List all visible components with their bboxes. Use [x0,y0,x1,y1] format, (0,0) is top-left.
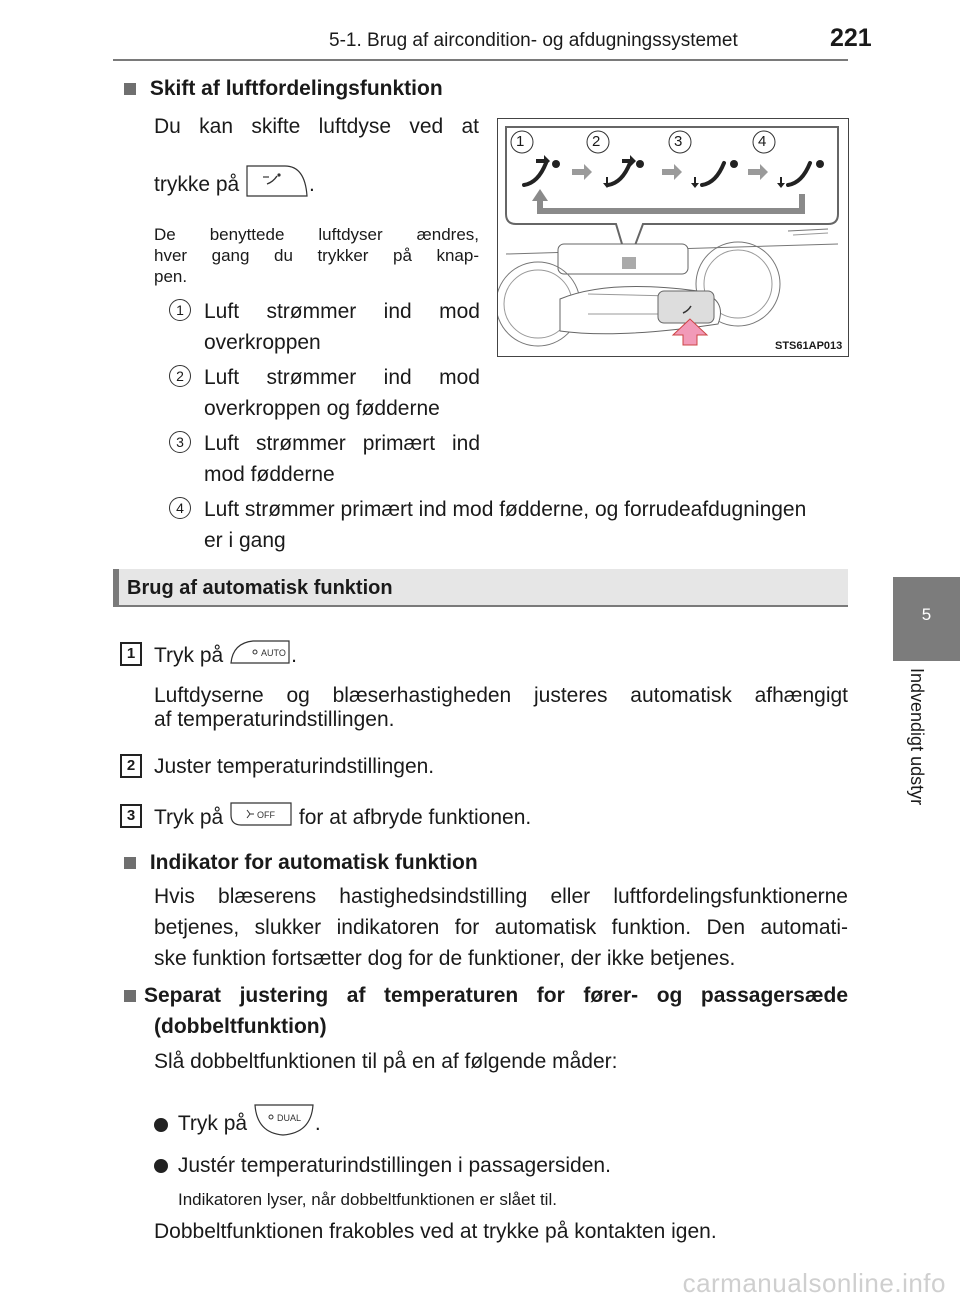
step-2-text: Juster temperaturindstillingen. [154,755,435,778]
header-rule [113,59,848,61]
item-3-text: Luft strømmer primært ind mod fødderne [204,432,480,486]
air-distribution-intro-line2: trykke på . [154,164,315,207]
header-title: 5-1. Brug af aircondition- og afdugningssystemet [329,30,738,51]
dual-button-icon [253,1103,315,1146]
item-1-number: 1 [169,299,191,321]
round-bullet-icon [154,1118,168,1132]
step-1-description: Luftdyserne og blæserhastigheden justeres automatisk afhængigt af temperaturindstillingen. [154,684,848,731]
watermark: carmanualsonline.info [682,1268,946,1298]
air-distribution-note: De benyttede luftdyser ændres, hver gang du trykker på knap- pen. [154,225,479,286]
figure-label-2: 2 [592,133,601,150]
air-distribution-button-icon [245,164,309,207]
step-3-text: Tryk på OFF for at afbryde funktionen. [154,801,531,836]
dual-note: Indikatoren lyser, når dobbeltfunktionen er slået til. [178,1190,557,1209]
air-distribution-figure [497,118,849,357]
figure-label-1: 1 [516,133,525,150]
square-bullet-icon [124,857,136,869]
step-1-text: Tryk på AUTO . [154,639,297,674]
figure-label-3: 3 [674,133,683,150]
figure-code: STS61AP013 [775,340,843,352]
dual-outro: Dobbeltfunktionen frakobles ved at trykke på kontakten igen. [154,1220,717,1243]
step-2-number: 2 [120,754,142,778]
square-bullet-icon [124,990,136,1002]
round-bullet-icon [154,1159,168,1173]
svg-text:AUTO: AUTO [261,648,286,658]
chapter-number: 5 [921,605,932,624]
dual-bullet-1: Tryk på DUAL . [154,1103,321,1146]
indicator-heading: Indikator for automatisk funktion [124,847,478,878]
item-4-number: 4 [169,497,191,519]
indicator-text: Hvis blæserens hastighedsindstilling eller luftfordelingsfunktionerne betjenes, slukker indikatoren for automatisk funktion. Den automati- ske funktion fortsætter dog for de funktioner, der ikke betjenes. [154,885,848,970]
air-distribution-heading: Skift af luftfordelingsfunktion [124,73,443,104]
air-distribution-intro-line1: Du kan skifte luftdyse ved at [154,115,479,138]
figure-label-4: 4 [758,133,767,150]
item-4-text: Luft strømmer primært ind mod fødderne, og forrudeafdugningen er i gang [204,498,807,552]
dual-bullet-2: Justér temperaturindstillingen i passagersiden. [154,1150,611,1181]
item-3-number: 3 [169,431,191,453]
chapter-label: Indvendigt udstyr [907,668,927,806]
auto-section-heading: Brug af automatisk funktion [113,569,848,607]
item-1-text: Luft strømmer ind mod overkroppen [204,300,480,354]
off-button-icon [229,801,293,836]
svg-text:DUAL: DUAL [276,1113,301,1123]
svg-text:OFF: OFF [257,810,276,820]
auto-button-icon [229,639,291,674]
item-2-text: Luft strømmer ind mod overkroppen og fødderne [204,366,480,420]
dual-heading: Separat justering af temperaturen for fører- og passagersæde (dobbeltfunktion) [124,980,848,1042]
page-number: 221 [830,24,872,52]
square-bullet-icon [124,83,136,95]
item-2-number: 2 [169,365,191,387]
step-3-number: 3 [120,804,142,828]
step-1-number: 1 [120,642,142,666]
dual-intro: Slå dobbeltfunktionen til på en af følgende måder: [154,1050,618,1073]
